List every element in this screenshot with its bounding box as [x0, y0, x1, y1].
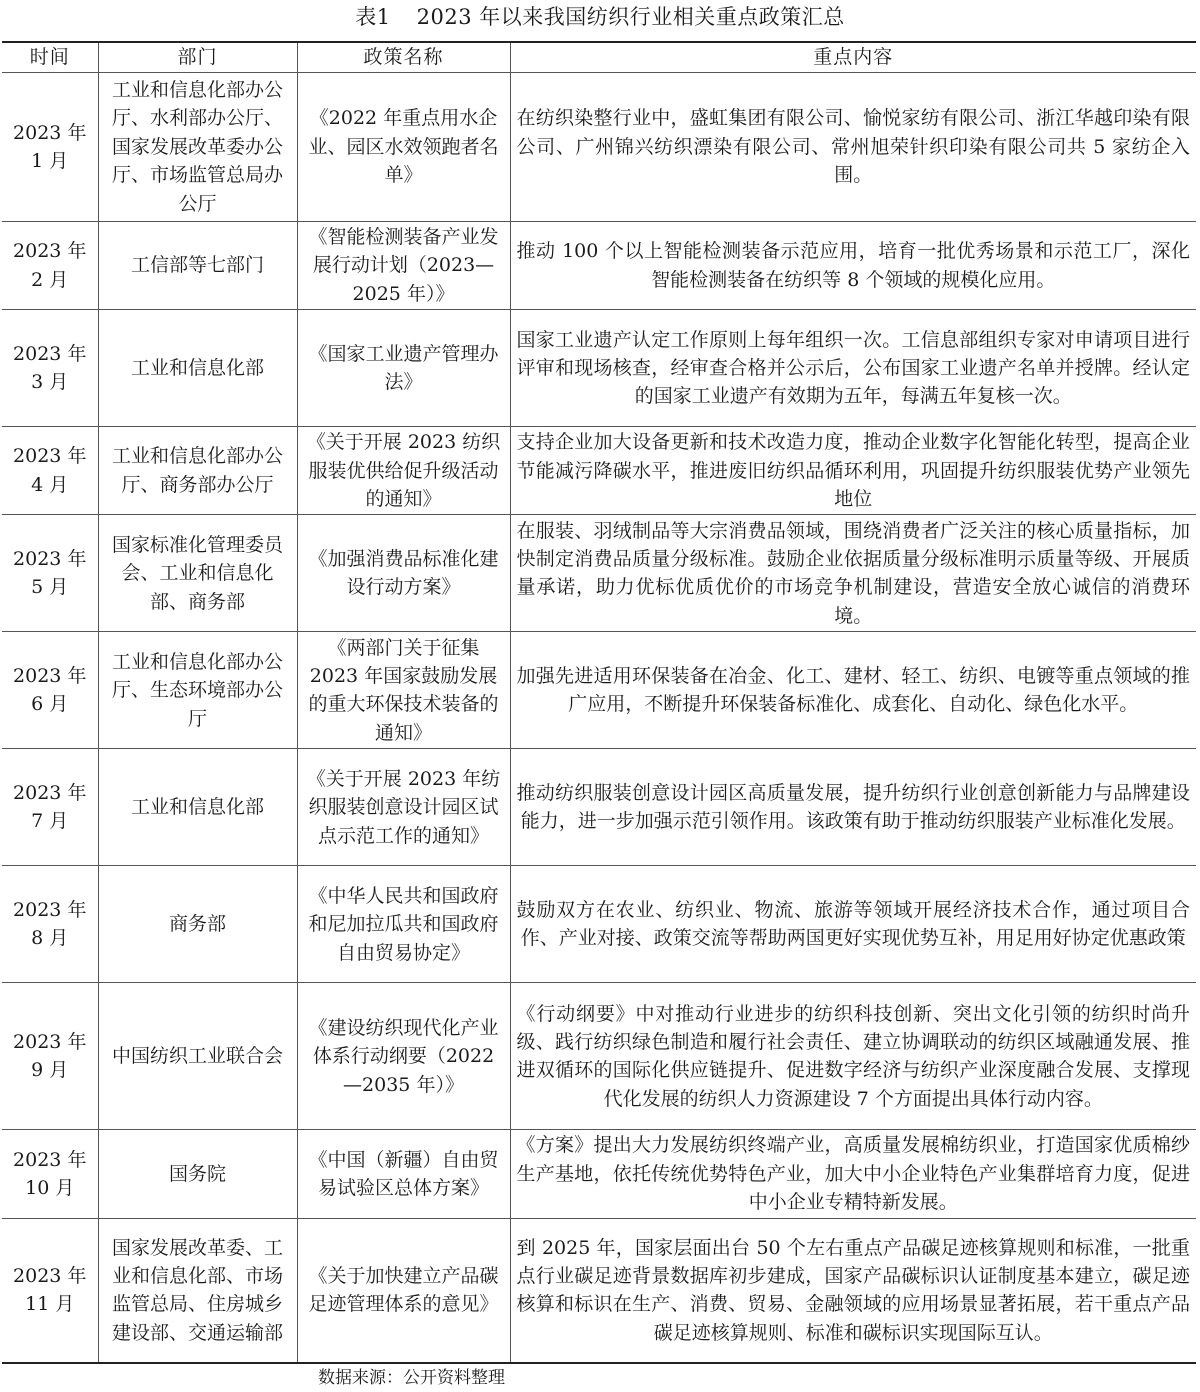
time-month: 7 月 [31, 810, 69, 833]
time-month: 2 月 [31, 268, 69, 291]
cell-department: 工业和信息化部办公厅、商务部办公厅 [98, 427, 297, 515]
cell-policy-name: 《两部门关于征集 2023 年国家鼓励发展的重大环保技术装备的通知》 [297, 632, 510, 749]
header-department: 部门 [98, 42, 297, 73]
cell-key-content: 加强先进适用环保装备在冶金、化工、建材、轻工、纺织、电镀等重点领域的推广应用，不断提升环保装备标准化、成套化、自动化、绿色化水平。 [510, 632, 1196, 749]
cell-key-content: 在纺织染整行业中，盛虹集团有限公司、愉悦家纺有限公司、浙江华越印染有限公司、广州锦兴纺织漂染有限公司、常州旭荣针织印染有限公司共 5 家纺企入围。 [510, 73, 1196, 222]
cell-department: 国家标准化管理委员会、工业和信息化部、商务部 [98, 515, 297, 632]
cell-time [2, 310, 98, 427]
cell-department: 工信部等七部门 [98, 222, 297, 310]
header-row [2, 42, 1196, 73]
cell-time [2, 427, 98, 515]
time-year: 2023 年 [13, 1031, 87, 1054]
time-year: 2023 年 [13, 665, 87, 688]
time-month: 6 月 [31, 693, 69, 716]
cell-key-content: 支持企业加大设备更新和技术改造力度，推动企业数字化智能化转型，提高企业节能减污降碳水平，推进废旧纺织品循环利用，巩固提升纺织服装优势产业领先地位 [510, 427, 1196, 515]
table-row [2, 222, 1196, 310]
time-year: 2023 年 [13, 548, 87, 571]
time-month: 3 月 [31, 371, 69, 394]
cell-time [2, 515, 98, 632]
time-month: 10 月 [25, 1177, 75, 1200]
time-year: 2023 年 [13, 342, 87, 365]
table-row [2, 73, 1196, 222]
time-month: 5 月 [31, 576, 69, 599]
table-caption [0, 0, 1200, 38]
header-time: 时间 [2, 42, 98, 73]
cell-key-content: 在服装、羽绒制品等大宗消费品领域，围绕消费者广泛关注的核心质量指标，加快制定消费品质量分级标准。鼓励企业依据质量分级标准明示质量等级、开展质量承诺，助力优标优质优价的市场竞争机制建设，营造安全放心诚信的消费环境。 [510, 515, 1196, 632]
cell-policy-name: 《关于加快建立产品碳足迹管理体系的意见》 [297, 1218, 510, 1363]
time-year: 2023 年 [13, 1265, 87, 1287]
cell-policy-name: 《建设纺织现代化产业体系行动纲要（2022—2035 年）》 [297, 983, 510, 1130]
cell-time [2, 866, 98, 983]
cell-key-content: 推动 100 个以上智能检测装备示范应用，培育一批优秀场景和示范工厂，深化智能检测装备在纺织等 8 个领域的规模化应用。 [510, 222, 1196, 310]
time-month: 1 月 [31, 150, 69, 172]
cell-department: 中国纺织工业联合会 [98, 983, 297, 1130]
table-row [2, 427, 1196, 515]
time-month: 9 月 [31, 1059, 69, 1082]
cell-policy-name: 《关于开展 2023 年纺织服装创意设计园区试点示范工作的通知》 [297, 749, 510, 866]
table-title: 2023 年以来我国纺织行业相关重点政策汇总 [416, 5, 845, 29]
time-month: 11 月 [25, 1293, 75, 1316]
cell-department: 工业和信息化部 [98, 749, 297, 866]
time-month: 4 月 [31, 473, 69, 496]
time-year: 2023 年 [13, 445, 87, 468]
cell-department: 工业和信息化部办公厅、生态环境部办公厅 [98, 632, 297, 749]
table-row [2, 749, 1196, 866]
cell-time [2, 73, 98, 222]
cell-policy-name: 《加强消费品标准化建设行动方案》 [297, 515, 510, 632]
table-row [2, 310, 1196, 427]
cell-policy-name: 《中华人民共和国政府和尼加拉瓜共和国政府自由贸易协定》 [297, 866, 510, 983]
cell-key-content: 《行动纲要》中对推动行业进步的纺织科技创新、突出文化引领的纺织时尚升级、践行纺织绿色制造和履行社会责任、建立协调联动的纺织区域融通发展、推进双循环的国际化供应链提升、促进数字经济与纺织产业深度融合发展、支撑现代化发展的纺织人力资源建设 7 个方面提出具体行动内容。 [510, 983, 1196, 1130]
time-year: 2023 年 [13, 782, 87, 805]
cell-key-content: 鼓励双方在农业、纺织业、物流、旅游等领域开展经济技术合作，通过项目合作、产业对接、政策交流等帮助两国更好实现优势互补，用足用好协定优惠政策 [510, 866, 1196, 983]
cell-policy-name: 《中国（新疆）自由贸易试验区总体方案》 [297, 1130, 510, 1218]
time-year: 2023 年 [13, 899, 87, 922]
cell-key-content: 推动纺织服装创意设计园区高质量发展，提升纺织行业创意创新能力与品牌建设能力，进一步加强示范引领作用。该政策有助于推动纺织服装产业标准化发展。 [510, 749, 1196, 866]
time-year: 2023 年 [13, 121, 87, 144]
time-year: 2023 年 [13, 1148, 87, 1171]
table-row [2, 632, 1196, 749]
table-row [2, 1218, 1196, 1363]
table-row [2, 866, 1196, 983]
cell-policy-name: 《国家工业遗产管理办法》 [297, 310, 510, 427]
table-number: 表1 [355, 5, 391, 29]
cell-department: 工业和信息化部 [98, 310, 297, 427]
cell-department: 国家发展改革委、工业和信息化部、市场监管总局、住房城乡建设部、交通运输部 [98, 1218, 297, 1363]
policy-table [2, 41, 1196, 1364]
cell-time [2, 749, 98, 866]
cell-key-content: 到 2025 年，国家层面出台 50 个左右重点产品碳足迹核算规则和标准，一批重点行业碳足迹背景数据库初步建成，国家产品碳标识认证制度基本建立，碳足迹核算和标识在生产、消费、贸易、金融领域的应用场景显著拓展，若干重点产品碳足迹核算规则、标准和碳标识实现国际互认。 [510, 1218, 1196, 1363]
time-year: 2023 年 [13, 240, 87, 263]
table-row [2, 983, 1196, 1130]
cell-time [2, 632, 98, 749]
cell-time [2, 1130, 98, 1218]
cell-time [2, 983, 98, 1130]
table-row [2, 515, 1196, 632]
cell-time [2, 1218, 98, 1363]
cell-department: 国务院 [98, 1130, 297, 1218]
time-month: 8 月 [31, 927, 69, 950]
cell-policy-name: 《智能检测装备产业发展行动计划（2023—2025 年）》 [297, 222, 510, 310]
cell-policy-name: 《关于开展 2023 纺织服装优供给促升级活动的通知》 [297, 427, 510, 515]
header-policy-name: 政策名称 [297, 42, 510, 73]
header-key-content: 重点内容 [510, 42, 1196, 73]
cell-time [2, 222, 98, 310]
cell-key-content: 国家工业遗产认定工作原则上每年组织一次。工信息部组织专家对申请项目进行评审和现场核查，经审查合格并公示后，公布国家工业遗产名单并授牌。经认定的国家工业遗产有效期为五年，每满五年复核一次。 [510, 310, 1196, 427]
cell-department: 商务部 [98, 866, 297, 983]
cell-policy-name: 《2022 年重点用水企业、园区水效领跑者名单》 [297, 73, 510, 222]
data-source-note: 数据来源：公开资料整理 [318, 1368, 505, 1388]
cell-department: 工业和信息化部办公厅、水利部办公厅、国家发展改革委办公厅、市场监管总局办公厅 [98, 73, 297, 222]
cell-key-content: 《方案》提出大力发展纺织终端产业，高质量发展棉纺织业，打造国家优质棉纱生产基地，依托传统优势特色产业，加大中小企业特色产业集群培育力度，促进中小企业专精特新发展。 [510, 1130, 1196, 1218]
table-row [2, 1130, 1196, 1218]
